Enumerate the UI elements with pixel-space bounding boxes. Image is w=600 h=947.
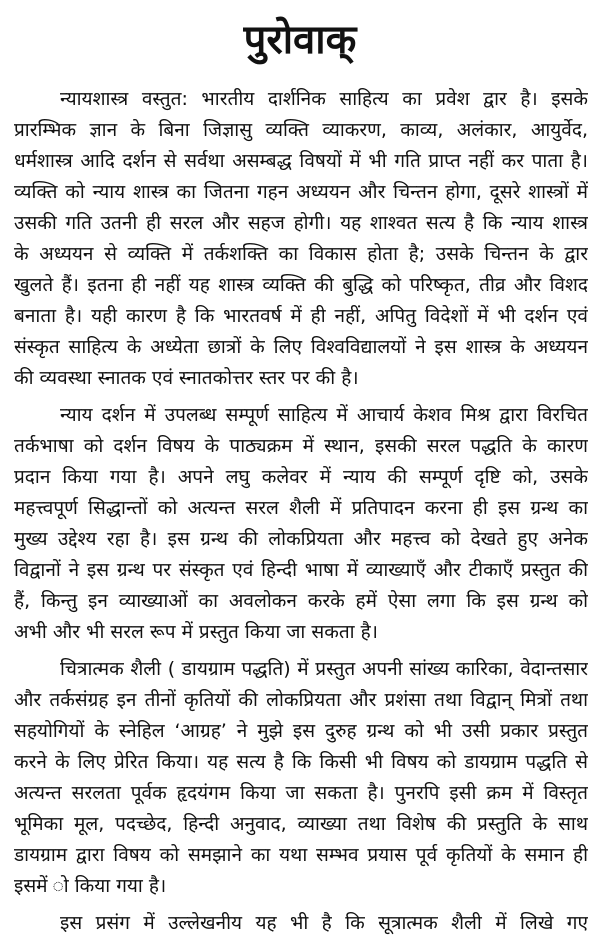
text-line: हैं, किन्तु इन व्याख्याओं का अवलोकन करके हमें ऐसा लगा कि इस ग्रन्थ को — [14, 590, 588, 612]
paragraph — [14, 84, 588, 394]
text-line: उसकी गति उतनी ही सरल और सहज होगी। यह शाश्वत सत्य है कि न्याय शास्त्र — [14, 212, 588, 234]
text-line: धर्मशास्त्र आदि दर्शन से सर्वथा असम्बद्ध विषयों में भी गति प्राप्त नहीं कर पाता है। — [14, 150, 588, 172]
text-line: चित्रात्मक शैली ( डायग्राम पद्धति) में प्रस्तुत अपनी सांख्य कारिका, वेदान्तसार — [60, 658, 588, 680]
text-line: तर्कभाषा को दर्शन विषय के पाठ्यक्रम में स्थान, इसकी सरल पद्धति के कारण — [14, 435, 588, 457]
text-line: की व्यवस्था स्नातक एवं स्नातकोत्तर स्तर पर की है। — [14, 367, 359, 389]
text-line: इस प्रसंग में उल्लेखनीय यह भी है कि सूत्रात्मक शैली में लिखे गए — [60, 912, 588, 934]
text-line: अभी और भी सरल रूप में प्रस्तुत किया जा सकता है। — [14, 621, 378, 643]
text-line: के अध्ययन से व्यक्ति में तर्कशक्ति का विकास होता है; उसके चिन्तन के द्वार — [14, 243, 588, 265]
text-line: डायग्राम द्वारा विषय को समझाने का यथा सम्भव प्रयास पूर्व कृतियों के समान ही — [14, 844, 588, 866]
text-line: भूमिका मूल, पदच्छेद, हिन्दी अनुवाद, व्याख्या तथा विशेष की प्रस्तुति के साथ — [14, 813, 588, 835]
document-body — [14, 84, 588, 945]
paragraph — [14, 654, 588, 902]
text-line: प्रदान किया गया है। अपने लघु कलेवर में न्याय की सम्पूर्ण दृष्टि को, उसके — [14, 466, 588, 488]
text-line: और तर्कसंग्रह इन तीनों कृतियों की लोकप्रियता और प्रशंसा तथा विद्वान् मित्रों तथा — [14, 689, 588, 711]
text-line: बनाता है। यही कारण है कि भारतवर्ष में ही नहीं, अपितु विदेशों में भी दर्शन एवं — [14, 305, 588, 327]
text-line: मुख्य उद्देश्य रहा है। इस ग्रन्थ की लोकप्रियता और महत्त्व को देखते हुए अनेक — [14, 528, 588, 550]
text-line: करने के लिए प्रेरित किया। यह सत्य है कि किसी भी विषय को डायग्राम पद्धति से — [14, 751, 588, 773]
text-line: अत्यन्त सरलता पूर्वक हृदयंगम किया जा सकता है। पुनरपि इसी क्रम में विस्तृत — [14, 782, 588, 804]
text-line: प्रारम्भिक ज्ञान के बिना जिज्ञासु व्यक्ति व्याकरण, काव्य, अलंकार, आयुर्वेद, — [14, 119, 588, 141]
text-line: महत्त्वपूर्ण सिद्धान्तों को अत्यन्त सरल शैली में प्रतिपादन करना ही इस ग्रन्थ का — [14, 497, 588, 519]
paragraph — [14, 400, 588, 648]
text-line: व्यक्ति को न्याय शास्त्र का जितना गहन अध्ययन और चिन्तन होगा, दूसरे शास्त्रों में — [14, 181, 588, 203]
text-line: संस्कृत साहित्य के अध्येता छात्रों के लिए विश्वविद्यालयों ने इस शास्त्र के अध्ययन — [14, 336, 588, 358]
paragraph — [14, 908, 588, 939]
text-line: न्यायशास्त्र वस्तुत: भारतीय दार्शनिक साहित्य का प्रवेश द्वार है। इसके — [60, 88, 588, 110]
page-title: पुरोवाक् — [243, 17, 357, 63]
text-line: खुलते हैं। इतना ही नहीं यह शास्त्र व्यक्ति की बुद्धि को परिष्कृत, तीव्र और विशद — [14, 274, 588, 296]
text-line: इसमें ो किया गया है। — [14, 875, 167, 897]
text-line: न्याय दर्शन में उपलब्ध सम्पूर्ण साहित्य में आचार्य केशव मिश्र द्वारा विरचित — [60, 404, 588, 426]
text-line: सहयोगियों के स्नेहिल ‘आग्रह’ ने मुझे इस दुरुह ग्रन्थ को भी उसी प्रकार प्रस्तुत — [14, 720, 588, 742]
text-line: विद्वानों ने इस ग्रन्थ पर संस्कृत एवं हिन्दी भाषा में व्याख्याएँ और टीकाएँ प्रस्तुत की — [14, 559, 588, 581]
